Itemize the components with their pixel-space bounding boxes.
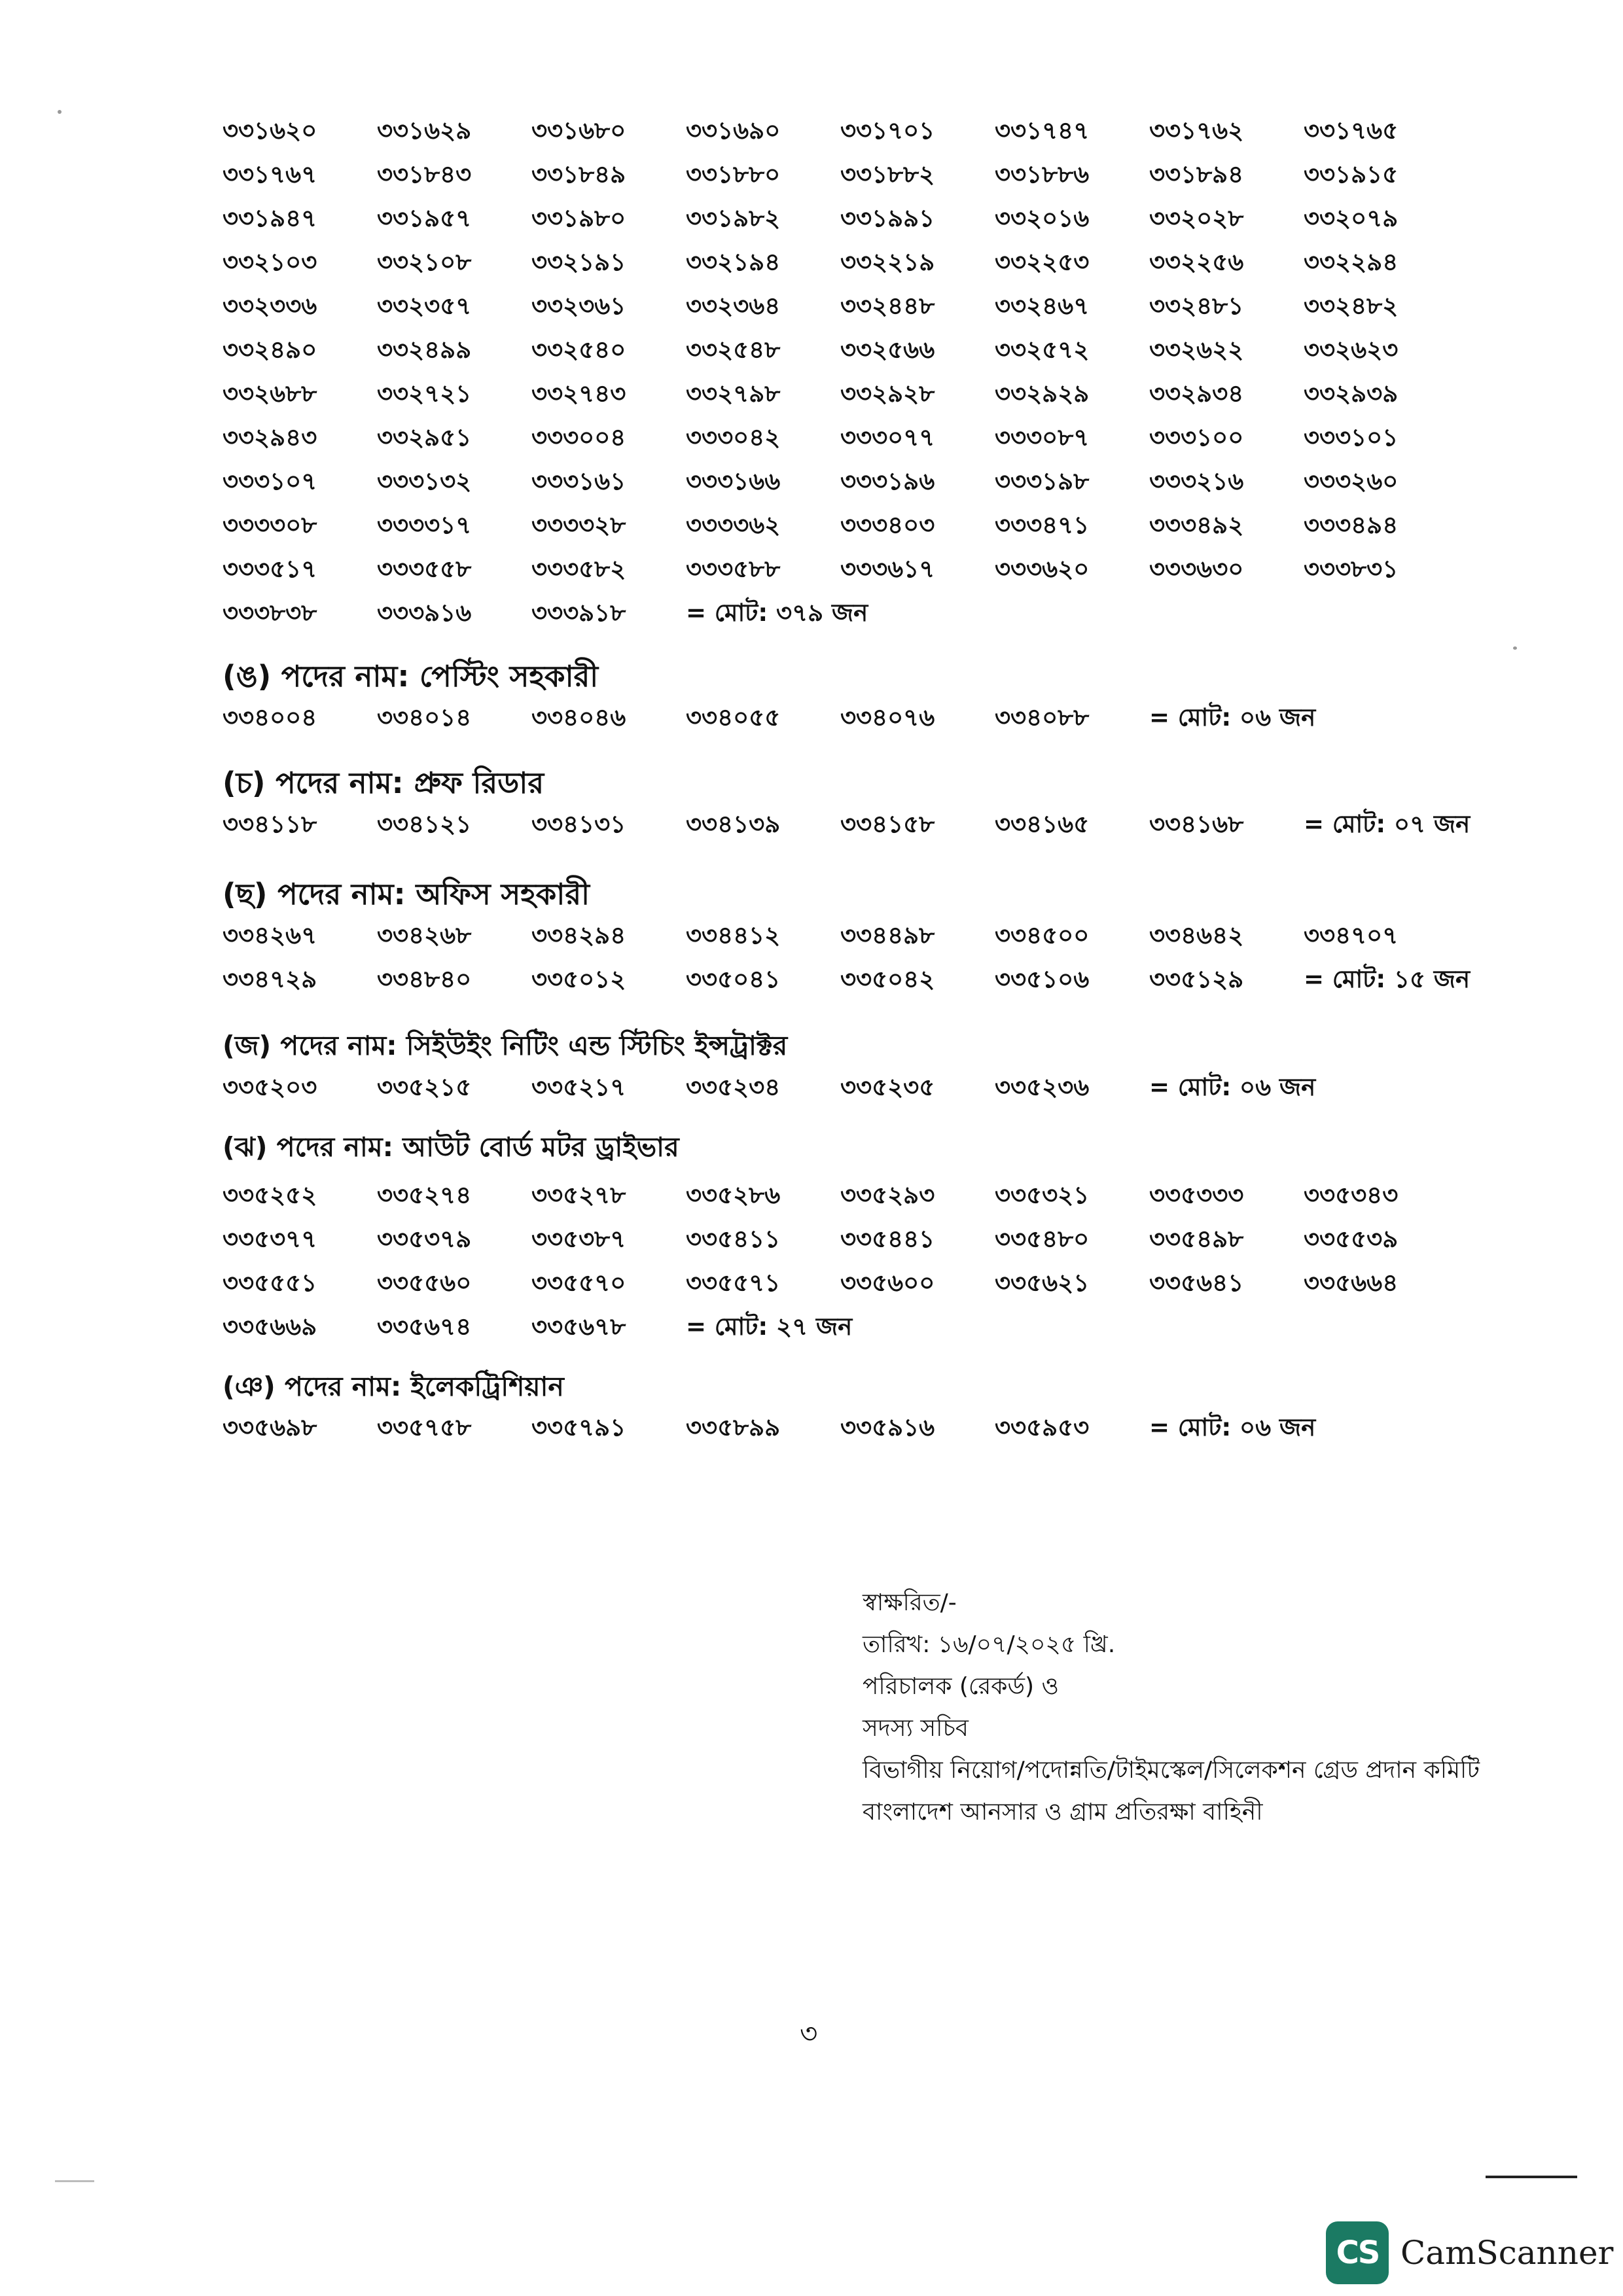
roll-number: ৩৩৩০৭৭ (840, 423, 935, 451)
signature-block (863, 1582, 1480, 1833)
roll-number: ৩৩৩৯১৮ (531, 599, 626, 627)
roll-number-row (223, 461, 1458, 504)
camscanner-logo-icon: CS (1326, 2221, 1389, 2284)
roll-number: ৩৩৪৫০০ (995, 921, 1090, 949)
roll-number: ৩৩৩২৬০ (1304, 467, 1399, 495)
roll-number: ৩৩৪০৮৮ (995, 703, 1090, 732)
roll-number: ৩৩৫৫৭০ (531, 1269, 626, 1297)
roll-number: ৩৩৫৬৭৪ (377, 1313, 472, 1341)
roll-number: ৩৩৪০৪৬ (531, 703, 626, 732)
roll-number: ৩৩৩৬৩০ (1149, 555, 1244, 583)
roll-number: ৩৩৫৮৯৯ (686, 1413, 781, 1441)
roll-number: ৩৩১৬২০ (223, 116, 317, 145)
roll-number: ৩৩১৮৮৬ (995, 160, 1090, 188)
signed-mark: স্বাক্ষরিত/- (863, 1589, 957, 1616)
roll-number: ৩৩৪১৩১ (531, 810, 626, 838)
roll-number: ৩৩৩১৯৬ (840, 467, 935, 495)
section-heading-office-assistant: (ছ) পদের নাম: অফিস সহকারী (223, 877, 590, 911)
roll-number: ৩৩৫৫৩৯ (1304, 1225, 1399, 1253)
total-count: = মোট: ২৭ জন (686, 1313, 853, 1341)
roll-number: ৩৩১৮৪৩ (377, 160, 472, 188)
roll-number: ৩৩৫২৩৫ (840, 1073, 935, 1101)
roll-number: ৩৩২৬৮৮ (223, 380, 317, 408)
roll-number-row (223, 1262, 1458, 1306)
roll-number: ৩৩২৯৩৪ (1149, 380, 1244, 408)
organization-name: বাংলাদেশ আনসার ও গ্রাম প্রতিরক্ষা বাহিনী (863, 1799, 1263, 1826)
section-heading-electrician: (ঞ) পদের নাম: ইলেকট্রিশিয়ান (223, 1371, 564, 1402)
roll-number-grid-office-assistant (223, 915, 1470, 1002)
roll-number: ৩৩১৮৯৪ (1149, 160, 1244, 188)
roll-number: ৩৩৫৬৬৯ (223, 1313, 317, 1341)
total-count: = মোট: ০৬ জন (1149, 1073, 1316, 1101)
roll-number-row (223, 915, 1470, 959)
roll-number: ৩৩৫২৩৬ (995, 1073, 1090, 1101)
roll-number: ৩৩৫০১২ (531, 965, 626, 993)
roll-number-row (223, 373, 1458, 417)
roll-number: ৩৩২৩৬১ (531, 292, 626, 320)
roll-number: ৩৩২৪৪৮ (840, 292, 935, 320)
roll-number: ৩৩৫৫৭১ (686, 1269, 781, 1297)
roll-number: ৩৩৩৩৬২ (686, 511, 781, 539)
roll-number: ৩৩৪৮৪০ (377, 965, 472, 993)
roll-number-row (223, 697, 1315, 741)
roll-number-row (223, 285, 1458, 329)
roll-number: ৩৩২০৭৯ (1304, 204, 1399, 232)
roll-number: ৩৩৪৭০৭ (1304, 921, 1399, 949)
roll-number: ৩৩৩০০৪ (531, 423, 626, 451)
roll-number: ৩৩৫২১৭ (531, 1073, 626, 1101)
total-count: = মোট: ০৬ জন (1149, 703, 1316, 732)
roll-number-row (223, 241, 1458, 285)
roll-number: ৩৩১৯৫৭ (377, 204, 472, 232)
roll-number: ৩৩২৪৯০ (223, 336, 317, 364)
roll-number: ৩৩২২৯৪ (1304, 248, 1399, 276)
roll-number: ৩৩২২৫৬ (1149, 248, 1244, 276)
roll-number: ৩৩৪২৬৮ (377, 921, 472, 949)
roll-number: ৩৩২৫৪৮ (686, 336, 781, 364)
roll-number-row (223, 1306, 1458, 1350)
roll-number-grid-sewing-instructor (223, 1067, 1315, 1110)
section-heading-pasting-assistant: (ঙ) পদের নাম: পেস্টিং সহকারী (223, 659, 599, 694)
roll-number: ৩৩৪০০৪ (223, 703, 317, 732)
roll-number: ৩৩৫৯১৬ (840, 1413, 935, 1441)
roll-number: ৩৩৪৬৪২ (1149, 921, 1244, 949)
roll-number: ৩৩১৮৪৯ (531, 160, 626, 188)
signatory-title: পরিচালক (রেকর্ড) ও (863, 1673, 1059, 1700)
camscanner-watermark (1326, 2221, 1613, 2284)
roll-number: ৩৩৫৫৫১ (223, 1269, 317, 1297)
roll-number: ৩৩২৯২৮ (840, 380, 935, 408)
roll-number: ৩৩১৮৮০ (686, 160, 781, 188)
roll-number: ৩৩৩১০৭ (223, 467, 317, 495)
roll-number-row (223, 804, 1470, 847)
roll-number: ৩৩২৯৫১ (377, 423, 472, 451)
roll-number: ৩৩৩১০০ (1149, 423, 1244, 451)
roll-number: ৩৩২৬২৩ (1304, 336, 1399, 364)
scan-edge-line (1486, 2176, 1577, 2178)
roll-number: ৩৩২৪৮১ (1149, 292, 1244, 320)
roll-number-row (223, 548, 1458, 592)
section-heading-proof-reader: (চ) পদের নাম: প্রুফ রিডার (223, 766, 544, 800)
roll-number: ৩৩১৭০১ (840, 116, 935, 145)
roll-number: ৩৩১৭৬৭ (223, 160, 317, 188)
roll-number: ৩৩৫৩২১ (995, 1181, 1090, 1209)
roll-number: ৩৩৩১৩২ (377, 467, 472, 495)
total-count: = মোট: ৩৭৯ জন (686, 599, 868, 627)
scan-edge-line (55, 2180, 94, 2182)
roll-number: ৩৩৫৭৫৮ (377, 1413, 472, 1441)
roll-number: ৩৩৩১০১ (1304, 423, 1399, 451)
roll-number: ৩৩২৯২৯ (995, 380, 1090, 408)
roll-number-row (223, 1407, 1315, 1451)
roll-number: ৩৩২৯৩৯ (1304, 380, 1399, 408)
roll-number: ৩৩৩১৯৮ (995, 467, 1090, 495)
roll-number: ৩৩৫৯৫৩ (995, 1413, 1090, 1441)
roll-number-row (223, 959, 1470, 1002)
roll-number: ৩৩১৯৯১ (840, 204, 935, 232)
roll-number: ৩৩৫৬০০ (840, 1269, 935, 1297)
roll-number: ৩৩৪০৭৬ (840, 703, 935, 732)
roll-number: ৩৩৪৪১২ (686, 921, 781, 949)
roll-number: ৩৩৫৬৬৪ (1304, 1269, 1399, 1297)
roll-number: ৩৩১৯৮০ (531, 204, 626, 232)
roll-number: ৩৩৫২৮৬ (686, 1181, 781, 1209)
roll-number-row (223, 504, 1458, 548)
roll-number: ৩৩৪২৯৪ (531, 921, 626, 949)
roll-number-row (223, 1174, 1458, 1218)
roll-number: ৩৩৩১৬১ (531, 467, 626, 495)
roll-number: ৩৩৫৪৪১ (840, 1225, 935, 1253)
roll-number: ৩৩২৪৮২ (1304, 292, 1399, 320)
roll-number-grid-proof-reader (223, 804, 1470, 847)
roll-number: ৩৩২২১৯ (840, 248, 935, 276)
roll-number: ৩৩২৫৬৬ (840, 336, 935, 364)
roll-number: ৩৩৩৫৫৮ (377, 555, 472, 583)
roll-number: ৩৩৪১৬৫ (995, 810, 1090, 838)
total-count: = মোট: ০৬ জন (1149, 1413, 1316, 1441)
roll-number: ৩৩৪১২১ (377, 810, 472, 838)
roll-number: ৩৩৩৩০৮ (223, 511, 317, 539)
roll-number: ৩৩৫৩৭৯ (377, 1225, 472, 1253)
roll-number: ৩৩৫৪৯৮ (1149, 1225, 1244, 1253)
roll-number-grid-outboard-motor-driver (223, 1174, 1458, 1350)
roll-number: ৩৩২১০৮ (377, 248, 472, 276)
roll-number-row (223, 198, 1458, 241)
roll-number: ৩৩২৩৩৬ (223, 292, 317, 320)
roll-number: ৩৩৪১৩৯ (686, 810, 781, 838)
roll-number: ৩৩৪০১৪ (377, 703, 472, 732)
roll-number: ৩৩১৬২৯ (377, 116, 472, 145)
roll-number: ৩৩১৮৮২ (840, 160, 935, 188)
scan-speck (1513, 646, 1517, 650)
roll-number: ৩৩৩৯১৬ (377, 599, 472, 627)
roll-number: ৩৩৫৭৯১ (531, 1413, 626, 1441)
roll-number: ৩৩৫৬২১ (995, 1269, 1090, 1297)
roll-number: ৩৩১৯৮২ (686, 204, 781, 232)
roll-number-row (223, 154, 1458, 198)
roll-number: ৩৩২৬২২ (1149, 336, 1244, 364)
roll-number: ৩৩৩৫৮২ (531, 555, 626, 583)
roll-number: ৩৩৩৪৯৪ (1304, 511, 1399, 539)
roll-number: ৩৩৫২১৫ (377, 1073, 472, 1101)
roll-number: ৩৩৫৩৮৭ (531, 1225, 626, 1253)
section-heading-outboard-motor-driver: (ঝ) পদের নাম: আউট বোর্ড মটর ড্রাইভার (223, 1131, 679, 1163)
roll-number: ৩৩৩৮৩১ (1304, 555, 1399, 583)
roll-number-grid-electrician (223, 1407, 1315, 1451)
roll-number: ৩৩২৭৪৩ (531, 380, 626, 408)
roll-number: ৩৩৫১২৯ (1149, 965, 1244, 993)
roll-number: ৩৩১৬৯০ (686, 116, 781, 145)
roll-number: ৩৩২১০৩ (223, 248, 317, 276)
roll-number: ৩৩৫১০৬ (995, 965, 1090, 993)
roll-number: ৩৩৩৪০৩ (840, 511, 935, 539)
roll-number: ৩৩১৯৪৭ (223, 204, 317, 232)
roll-number-row (223, 110, 1458, 154)
roll-number: ৩৩৫৩৪৩ (1304, 1181, 1399, 1209)
roll-number: ৩৩৫৪১১ (686, 1225, 781, 1253)
roll-number: ৩৩২২৫৩ (995, 248, 1090, 276)
roll-number: ৩৩৫৩৩৩ (1149, 1181, 1244, 1209)
section-heading-sewing-instructor: (জ) পদের নাম: সিইউইং নিটিং এন্ড স্টিচিং ইন্সট্রাক্টর (223, 1030, 788, 1061)
roll-number-row (223, 1218, 1458, 1262)
roll-number: ৩৩৫২৭৪ (377, 1181, 472, 1209)
roll-number: ৩৩৫৬৭৮ (531, 1313, 626, 1341)
roll-number: ৩৩২০১৬ (995, 204, 1090, 232)
roll-number: ৩৩৫৫৬০ (377, 1269, 472, 1297)
roll-number: ৩৩২১৯৪ (686, 248, 781, 276)
roll-number: ৩৩৩৩১৭ (377, 511, 472, 539)
roll-number: ৩৩১৬৮০ (531, 116, 626, 145)
roll-number: ৩৩৪০৫৫ (686, 703, 781, 732)
roll-number: ৩৩৩৮৩৮ (223, 599, 317, 627)
roll-number-grid-pasting-assistant (223, 697, 1315, 741)
roll-number: ৩৩৫২৫২ (223, 1181, 317, 1209)
roll-number: ৩৩৩৫১৭ (223, 555, 317, 583)
roll-number-row (223, 417, 1458, 461)
roll-number: ৩৩৩৫৮৮ (686, 555, 781, 583)
roll-number: ৩৩৩৪৯২ (1149, 511, 1244, 539)
roll-number: ৩৩২৭২১ (377, 380, 472, 408)
roll-number: ৩৩৫৬৯৮ (223, 1413, 317, 1441)
roll-number: ৩৩৪১১৮ (223, 810, 317, 838)
roll-number: ৩৩৪৪৯৮ (840, 921, 935, 949)
roll-number: ৩৩৪২৬৭ (223, 921, 317, 949)
roll-number-grid-continued (223, 110, 1458, 636)
roll-number: ৩৩৩০৮৭ (995, 423, 1090, 451)
roll-number: ৩৩২৩৬৪ (686, 292, 781, 320)
roll-number: ৩৩৫২৭৮ (531, 1181, 626, 1209)
signature-date: তারিখ: ১৬/০৭/২০২৫ খ্রি. (863, 1631, 1116, 1658)
roll-number: ৩৩১৭৬৫ (1304, 116, 1399, 145)
roll-number: ৩৩৫৬৪১ (1149, 1269, 1244, 1297)
roll-number: ৩৩১৭৪৭ (995, 116, 1090, 145)
roll-number: ৩৩৫২৩৪ (686, 1073, 781, 1101)
roll-number: ৩৩২৯৪৩ (223, 423, 317, 451)
roll-number-row (223, 329, 1458, 373)
roll-number: ৩৩৫৪৮০ (995, 1225, 1090, 1253)
total-count: = মোট: ০৭ জন (1304, 810, 1471, 838)
roll-number: ৩৩৪৭২৯ (223, 965, 317, 993)
roll-number: ৩৩৩১৬৬ (686, 467, 781, 495)
roll-number: ৩৩৩০৪২ (686, 423, 781, 451)
signatory-role: সদস্য সচিব (863, 1715, 969, 1742)
roll-number: ৩৩৫০৪২ (840, 965, 935, 993)
roll-number: ৩৩৩৪৭১ (995, 511, 1090, 539)
roll-number: ৩৩২৩৫৭ (377, 292, 472, 320)
roll-number: ৩৩২৫৪০ (531, 336, 626, 364)
total-count: = মোট: ১৫ জন (1304, 965, 1471, 993)
roll-number: ৩৩১৭৬২ (1149, 116, 1244, 145)
roll-number: ৩৩৩৬২০ (995, 555, 1090, 583)
roll-number: ৩৩৪১৫৮ (840, 810, 935, 838)
committee-name: বিভাগীয় নিয়োগ/পদোন্নতি/টাইমস্কেল/সিলেকশন গ্রেড প্রদান কমিটি (863, 1757, 1480, 1784)
roll-number: ৩৩৫২৯৩ (840, 1181, 935, 1209)
roll-number: ৩৩৫২০৩ (223, 1073, 317, 1101)
roll-number: ৩৩২৫৭২ (995, 336, 1090, 364)
roll-number: ৩৩৩৬১৭ (840, 555, 935, 583)
roll-number: ৩৩১৯১৫ (1304, 160, 1399, 188)
roll-number: ৩৩৪১৬৮ (1149, 810, 1244, 838)
roll-number: ৩৩৫০৪১ (686, 965, 781, 993)
roll-number: ৩৩৩২১৬ (1149, 467, 1244, 495)
roll-number: ৩৩২৪৬৭ (995, 292, 1090, 320)
roll-number: ৩৩২৭৯৮ (686, 380, 781, 408)
roll-number-row (223, 592, 1458, 636)
camscanner-brand: CamScanner (1400, 2234, 1614, 2272)
roll-number: ৩৩২০২৮ (1149, 204, 1244, 232)
roll-number: ৩৩২১৯১ (531, 248, 626, 276)
roll-number: ৩৩২৪৯৯ (377, 336, 472, 364)
roll-number: ৩৩৫৩৭৭ (223, 1225, 317, 1253)
scan-speck (58, 110, 62, 114)
roll-number: ৩৩৩৩২৮ (531, 511, 626, 539)
roll-number-row (223, 1067, 1315, 1110)
page-number: ৩ (800, 2017, 818, 2049)
